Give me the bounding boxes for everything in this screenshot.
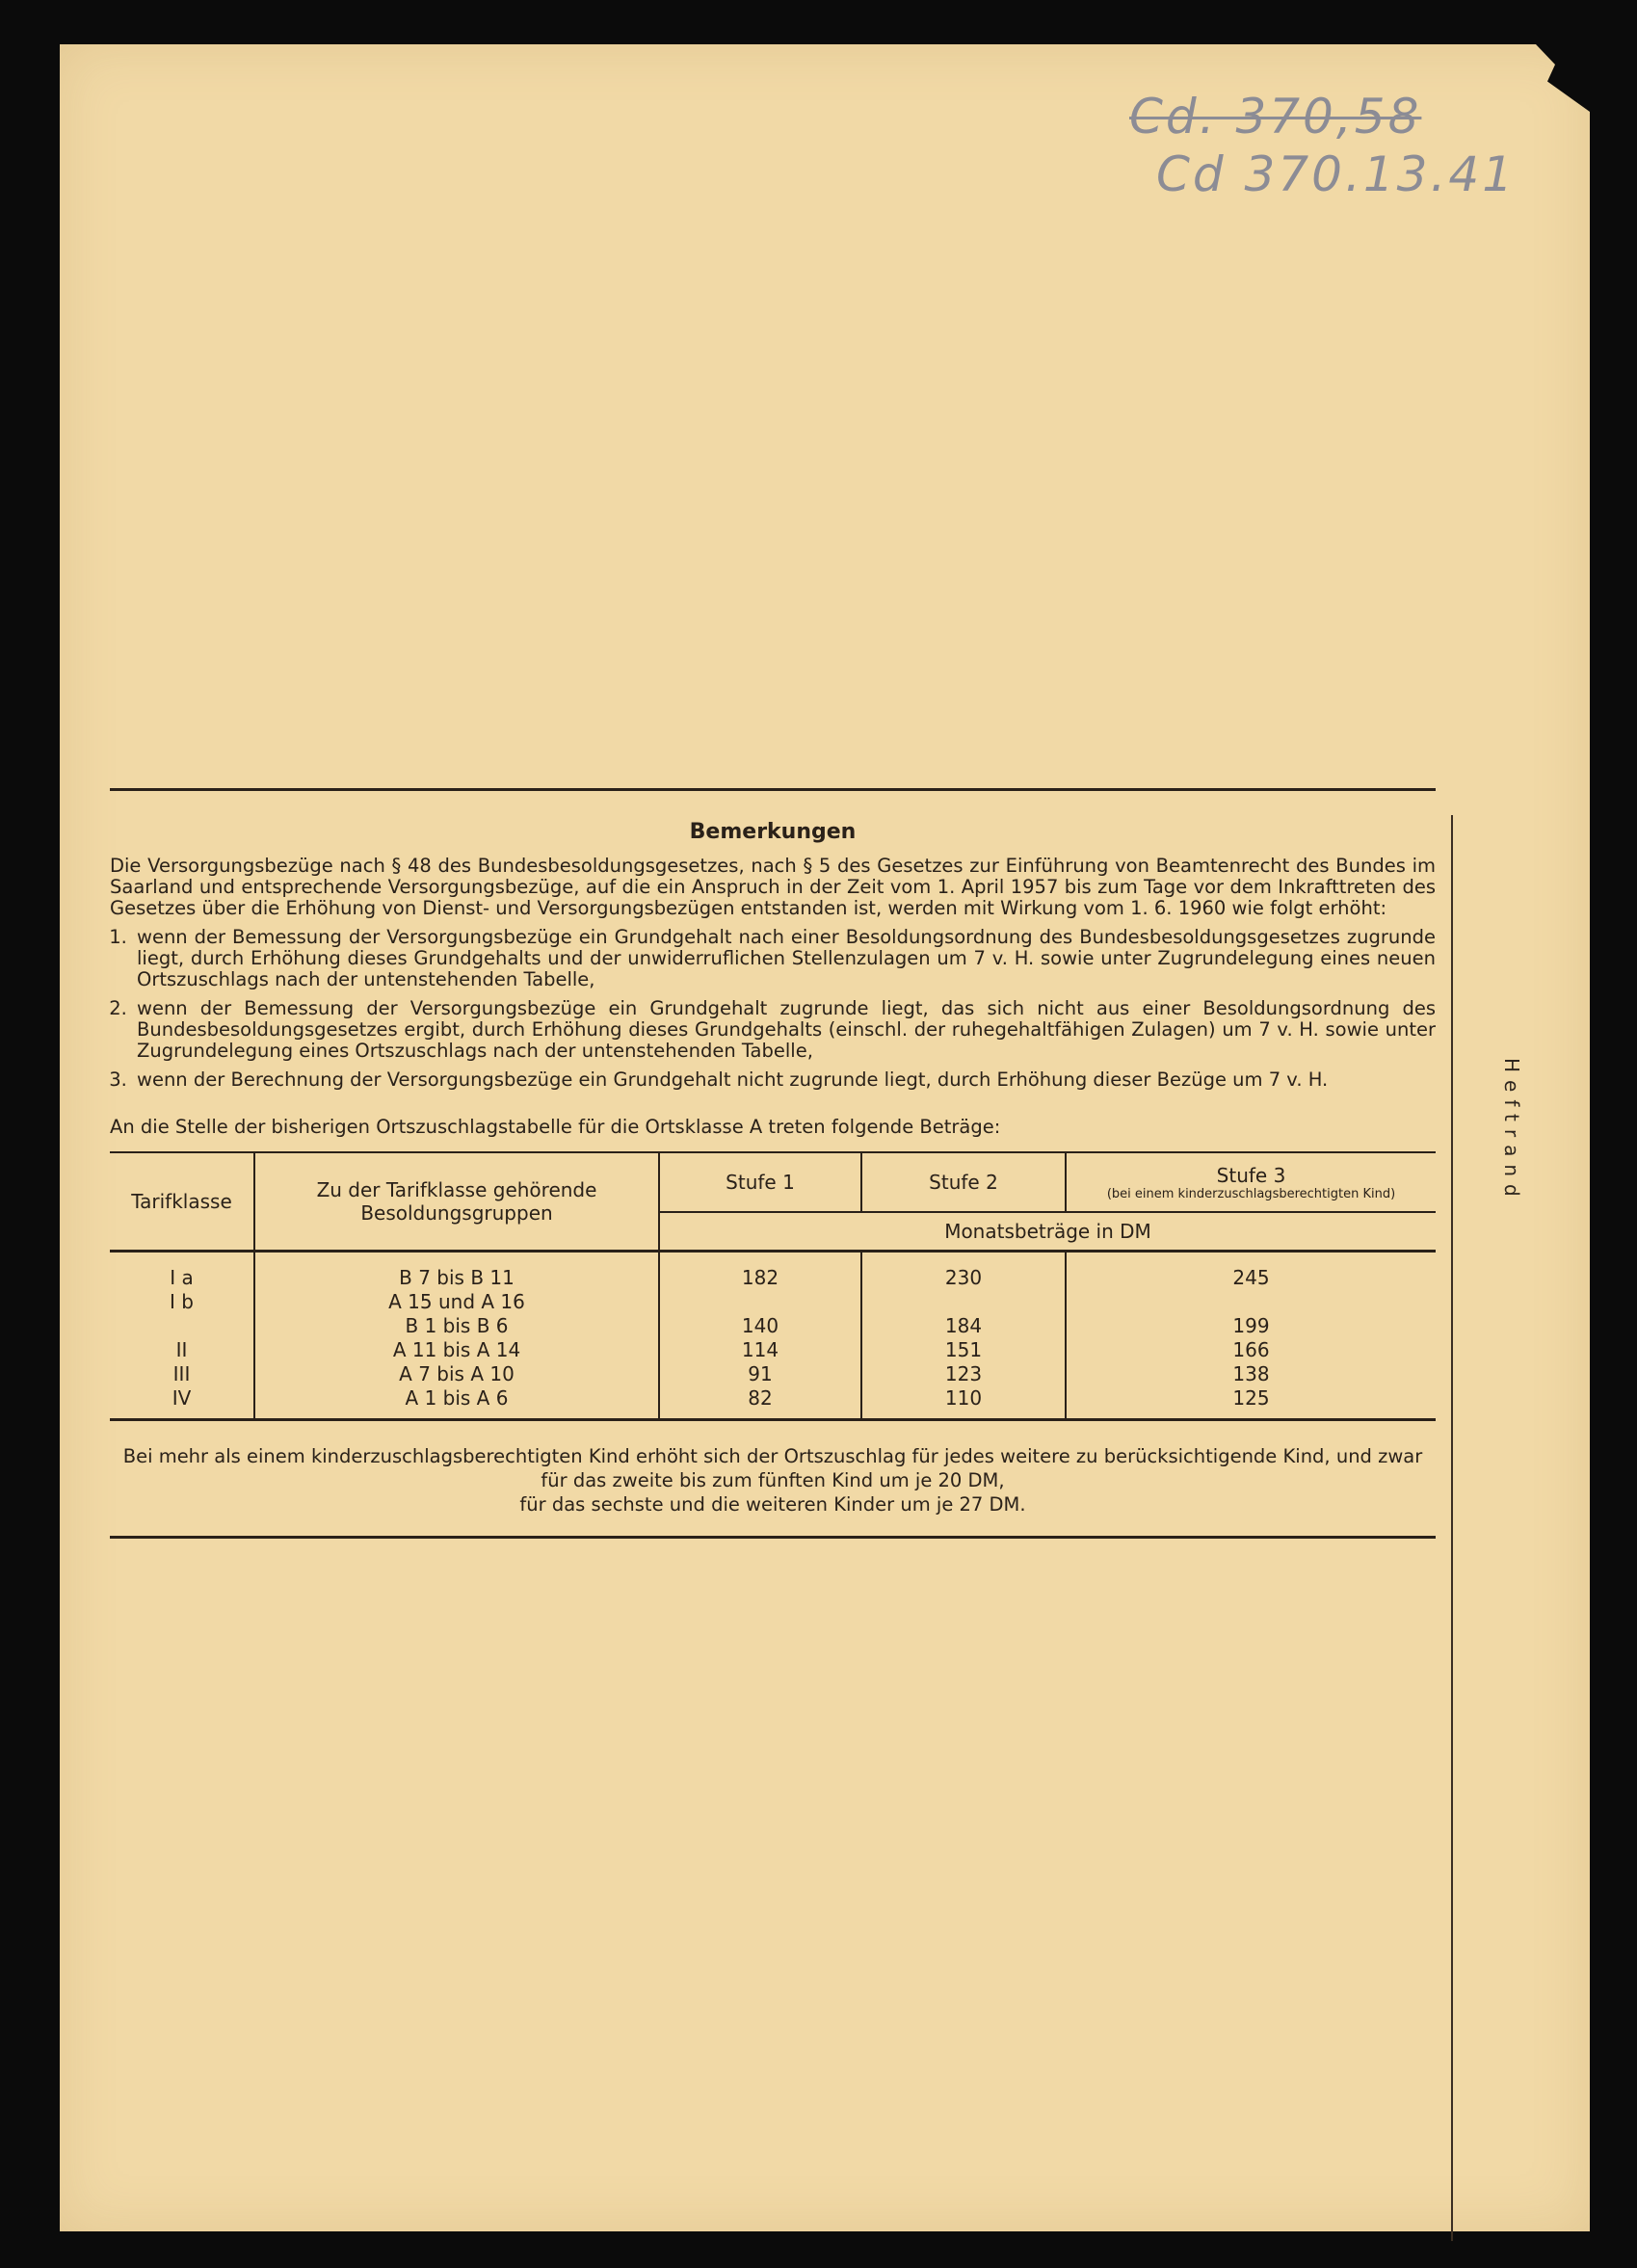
cell-gruppe: A 1 bis A 6 (254, 1386, 659, 1420)
cell-stufe2: 184 (861, 1314, 1066, 1338)
remarks-section (110, 788, 1436, 1539)
table-intro: An die Stelle der bisherigen Ortszuschlagstabelle für die Ortsklasse A treten folgende Beträge: (110, 1116, 1001, 1138)
list-item: 1. wenn der Bemessung der Versorgungsbezüge ein Grundgehalt nach einer Besoldungsordnung des Bundesbesoldungsgesetzes zugrunde liegt, durch Erhöhung dieses Grundgehalts und der unwiderruflichen Stellenzulagen um 7 v. H. sowie unter Zugrundelegung eines neuen Ortszuschlags nach der untenstehenden Tabelle, (133, 927, 1436, 990)
cell-stufe1: 140 (659, 1314, 861, 1338)
margin-label: Heftrand (1500, 1058, 1523, 1204)
table-row (110, 1314, 1436, 1338)
cell-stufe2: 123 (861, 1362, 1066, 1386)
cell-klasse (110, 1314, 254, 1338)
cell-gruppe: B 7 bis B 11 (254, 1252, 659, 1291)
cell-stufe1: 82 (659, 1386, 861, 1420)
top-rule (110, 788, 1436, 791)
cell-klasse: II (175, 1338, 188, 1361)
remarks-title: Bemerkungen (689, 820, 857, 844)
header-gruppen: Zu der Tarifklasse gehörende Besoldungsgruppen (254, 1152, 659, 1252)
table-row (110, 1252, 1436, 1291)
footnote (110, 1444, 1436, 1516)
handwritten-old-shelfmark: Cd. 370,58 (1129, 89, 1422, 145)
header-unit: Monatsbeträge in DM (659, 1212, 1436, 1252)
table-row (110, 1386, 1436, 1420)
torn-corner (1513, 44, 1590, 112)
footnote-line: Bei mehr als einem kinderzuschlagsberechtigten Kind erhöht sich der Ortszuschlag für jedes weitere zu berücksichtigende Kind, und zwar (122, 1445, 1423, 1467)
cell-stufe2 (861, 1290, 1066, 1314)
table-row (110, 1290, 1436, 1314)
list-item: 2. wenn der Bemessung der Versorgungsbezüge ein Grundgehalt zugrunde liegt, das sich nicht aus einer Besoldungsordnung des Bundesbesoldungsgesetzes ergibt, durch Erhöhung dieses Grundgehalts (einschl. der ruhegehaltfähigen Zulagen) um 7 v. H. sowie unter Zugrundelegung eines Ortszuschlags nach der untenstehenden Tabelle, (133, 998, 1436, 1062)
cell-stufe3: 166 (1066, 1338, 1436, 1362)
list-item: 3. wenn der Berechnung der Versorgungsbezüge ein Grundgehalt nicht zugrunde liegt, durch Erhöhung dieser Bezüge um 7 v. H. (133, 1069, 1436, 1091)
cell-stufe3: 199 (1066, 1314, 1436, 1338)
table-row (110, 1362, 1436, 1386)
intro-paragraph: Die Versorgungsbezüge nach § 48 des Bundesbesoldungsgesetzes, nach § 5 des Gesetzes zur Einführung von Beamtenrecht des Bundes im Saarland und entsprechende Versorgungsbezüge, auf die ein Anspruch in der Zeit vom 1. April 1957 bis zum Tage vor dem Inkrafttreten des Gesetzes über die Erhöhung von Dienst- und Versorgungsbezügen entstanden ist, werden mit Wirkung vom 1. 6. 1960 wie folgt erhöht: (110, 855, 1436, 919)
cell-stufe1: 182 (659, 1252, 861, 1291)
cell-klasse: III (172, 1362, 191, 1385)
cell-stufe2: 151 (861, 1338, 1066, 1362)
cell-stufe2: 110 (861, 1386, 1066, 1420)
header-tarifklasse: Tarifklasse (110, 1152, 254, 1252)
cell-stufe1: 114 (659, 1338, 861, 1362)
cell-gruppe: A 7 bis A 10 (254, 1362, 659, 1386)
binding-margin-line (1451, 815, 1453, 2241)
header-stufe3 (1066, 1152, 1436, 1212)
cell-stufe3 (1066, 1290, 1436, 1314)
header-stufe3-label: Stufe 3 (1216, 1163, 1286, 1187)
cell-stufe3: 245 (1066, 1252, 1436, 1291)
bottom-rule (110, 1536, 1436, 1539)
remarks-list (110, 927, 1436, 1091)
cell-gruppe: A 11 bis A 14 (254, 1338, 659, 1362)
cell-stufe2: 230 (861, 1252, 1066, 1291)
cell-klasse: I a (170, 1266, 194, 1289)
header-stufe3-note: (bei einem kinderzuschlagsberechtigten Kind) (1106, 1186, 1396, 1201)
cell-gruppe: A 15 und A 16 (254, 1290, 659, 1314)
cell-stufe3: 138 (1066, 1362, 1436, 1386)
cell-gruppe: B 1 bis B 6 (254, 1314, 659, 1338)
cell-stufe1 (659, 1290, 861, 1314)
header-stufe1: Stufe 1 (659, 1152, 861, 1212)
cell-klasse: I b (170, 1290, 194, 1313)
cell-stufe1: 91 (659, 1362, 861, 1386)
handwritten-shelfmark: Cd 370.13.41 (1156, 146, 1517, 202)
footnote-line: für das zweite bis zum fünften Kind um je 20 DM, (541, 1469, 1005, 1491)
table-row (110, 1338, 1436, 1362)
footnote-line: für das sechste und die weiteren Kinder um je 27 DM. (519, 1493, 1026, 1516)
header-stufe2: Stufe 2 (861, 1152, 1066, 1212)
cell-stufe3: 125 (1066, 1386, 1436, 1420)
cell-klasse: IV (172, 1386, 192, 1410)
document-page (60, 44, 1590, 2231)
tariff-table (110, 1151, 1436, 1421)
